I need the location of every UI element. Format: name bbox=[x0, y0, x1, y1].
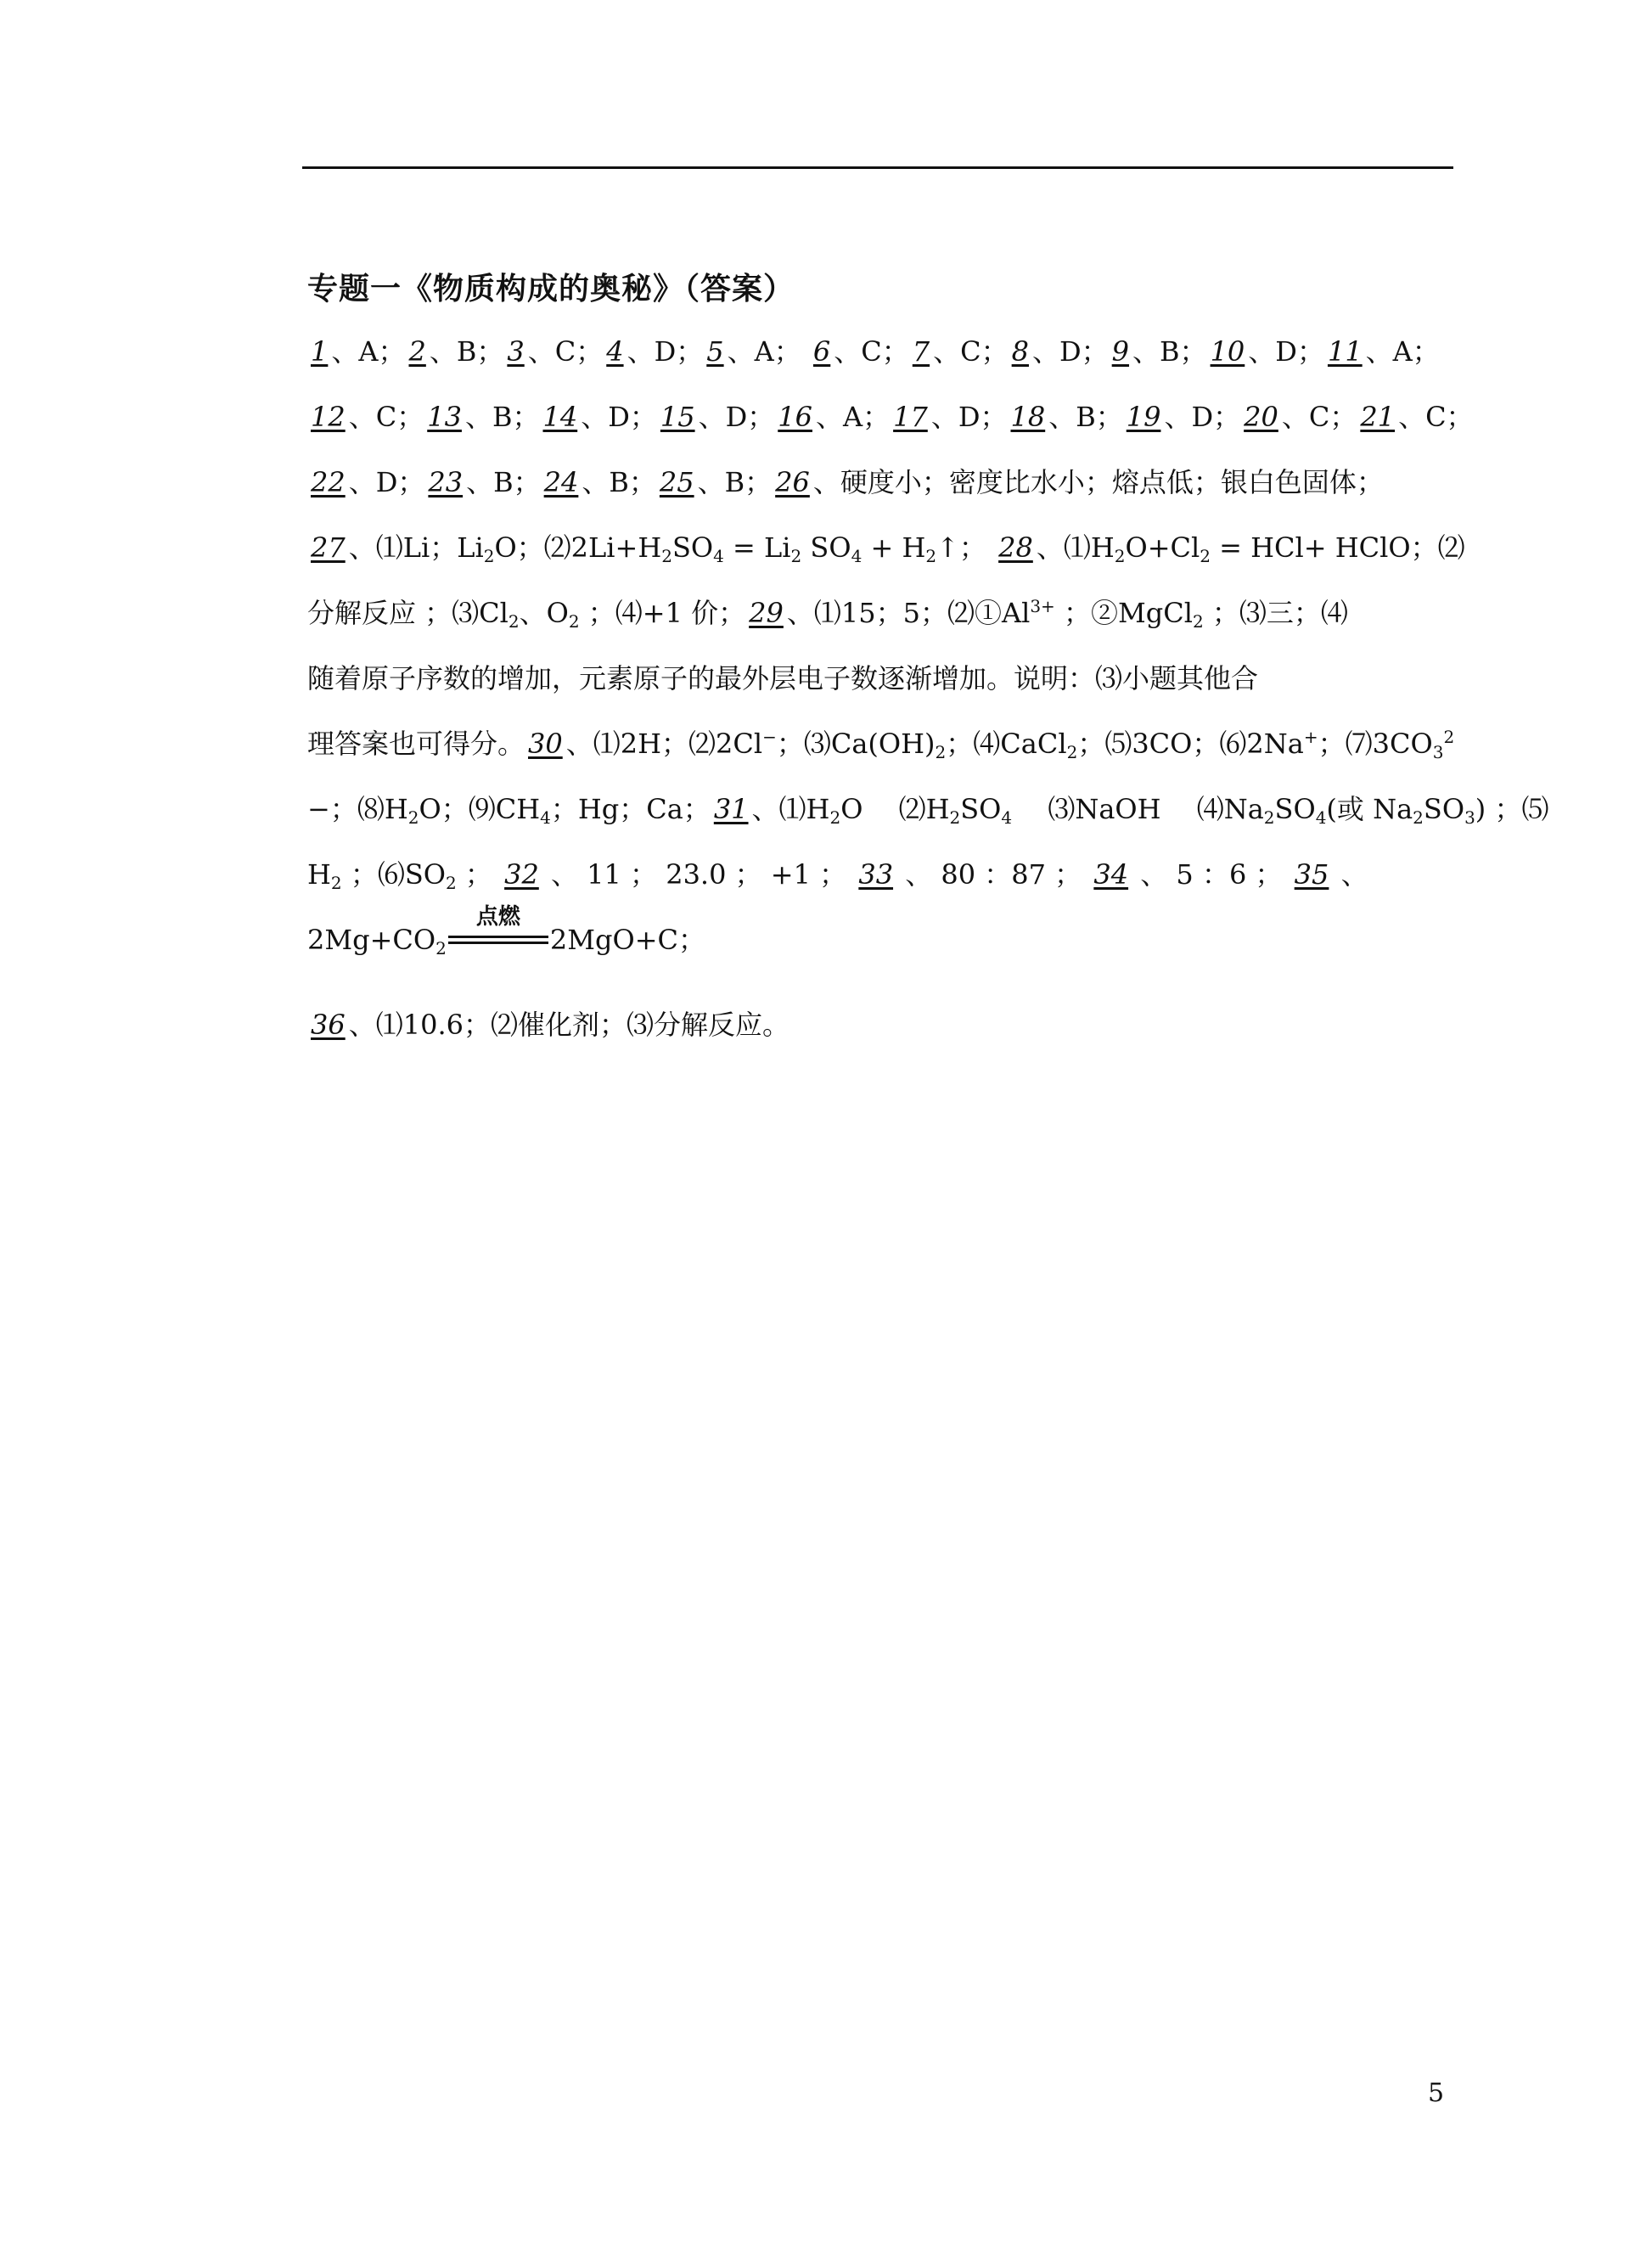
question-number: 35 bbox=[1294, 858, 1329, 891]
answer-text: ；⑸3CO；⑹2Na bbox=[1077, 728, 1304, 760]
question-number: 34 bbox=[1093, 858, 1129, 891]
question-number: 23 bbox=[428, 466, 464, 498]
answer-text: 、B； bbox=[1132, 335, 1207, 368]
answer-line-2 bbox=[307, 398, 1547, 464]
answer-text: 、C； bbox=[348, 401, 424, 433]
answer-line-4 bbox=[307, 529, 1547, 594]
answer-text: 、B； bbox=[466, 466, 541, 498]
subscript: 2 bbox=[829, 807, 841, 828]
answer-text: 、C； bbox=[834, 335, 909, 368]
answer-text: 、B； bbox=[582, 466, 656, 498]
answer-text: ；②MgCl bbox=[1054, 597, 1193, 629]
question-number: 7 bbox=[912, 335, 930, 368]
subscript: 2 bbox=[568, 611, 580, 632]
page-title: 专题一《物质构成的奥秘》（答案） bbox=[307, 271, 795, 306]
answer-text: 、硬度小；密度比水小；熔点低；银白色固体； bbox=[812, 466, 1384, 498]
question-number: 16 bbox=[778, 401, 812, 433]
subscript: 3 bbox=[1464, 807, 1475, 828]
answer-text: 、A； bbox=[331, 335, 406, 368]
answer-text: SO bbox=[960, 793, 1002, 825]
answer-text: 、 5 ：6 ； bbox=[1132, 858, 1291, 891]
subscript: 2 bbox=[925, 546, 937, 566]
question-number: 11 bbox=[1327, 335, 1363, 368]
answer-text: = Li bbox=[723, 531, 791, 564]
answer-text: 、A； bbox=[727, 335, 801, 368]
subscript: 4 bbox=[1315, 807, 1327, 828]
answer-line-1 bbox=[307, 333, 1547, 398]
answer-text: 理答案也可得分。 bbox=[307, 728, 525, 760]
answer-text: ↑； bbox=[936, 531, 986, 564]
answer-text: 、O bbox=[519, 597, 569, 629]
question-number: 6 bbox=[812, 335, 831, 368]
answer-text: (或 Na bbox=[1326, 793, 1413, 825]
subscript: 2 bbox=[1200, 546, 1211, 566]
subscript: 2 bbox=[407, 807, 419, 828]
superscript: 3+ bbox=[1030, 596, 1055, 616]
answer-text: 分解反应 ；⑶Cl bbox=[307, 597, 509, 629]
answer-text: O ⑵H bbox=[840, 793, 950, 825]
subscript: 2 bbox=[1066, 742, 1078, 762]
question-number: 32 bbox=[504, 858, 539, 891]
question-number: 30 bbox=[528, 728, 563, 760]
subscript: 2 bbox=[1192, 611, 1204, 632]
question-number: 28 bbox=[998, 531, 1033, 564]
answer-text: 、D； bbox=[1164, 401, 1241, 433]
answer-text: 、A； bbox=[1365, 335, 1440, 368]
answer-text: 、⑴Li；Li bbox=[348, 531, 484, 564]
superscript: 2 bbox=[1443, 727, 1455, 747]
subscript: 2 bbox=[483, 546, 495, 566]
question-number: 14 bbox=[542, 401, 578, 433]
answer-line-11 bbox=[307, 1006, 1547, 1071]
answer-text: 、 80 ：87 ； bbox=[896, 858, 1091, 891]
answer-text: −；⑻H bbox=[307, 793, 408, 825]
subscript: 2 bbox=[661, 546, 672, 566]
answer-line-7 bbox=[307, 725, 1547, 790]
subscript: 2 bbox=[1263, 807, 1275, 828]
answer-line-8 bbox=[307, 790, 1547, 856]
answer-text: 、C； bbox=[527, 335, 604, 368]
question-number: 21 bbox=[1360, 401, 1396, 433]
answer-text: = HCl+ HClO；⑵ bbox=[1210, 531, 1465, 564]
answer-line-5 bbox=[307, 594, 1547, 660]
answer-text: 、D； bbox=[627, 335, 704, 368]
answer-text: ；Hg；Ca； bbox=[550, 793, 711, 825]
question-number: 8 bbox=[1011, 335, 1029, 368]
answer-text: 、⑴15；5；⑵①Al bbox=[786, 597, 1031, 629]
answer-text: 、A； bbox=[815, 401, 891, 433]
answer-text: 、D； bbox=[1248, 335, 1324, 368]
answer-text: 、B； bbox=[697, 466, 773, 498]
answer-text: ；⑶Ca(OH) bbox=[776, 728, 936, 760]
answer-text: ；⑷CaCl bbox=[946, 728, 1067, 760]
answer-text: O；⑼CH bbox=[419, 793, 541, 825]
subscript: 2 bbox=[935, 742, 947, 762]
question-number: 2 bbox=[408, 335, 426, 368]
question-number: 36 bbox=[311, 1009, 346, 1041]
answer-text: ；⑶三；⑷ bbox=[1203, 597, 1348, 629]
answer-text: SO bbox=[801, 531, 851, 564]
question-number: 5 bbox=[706, 335, 724, 368]
answer-line-6 bbox=[307, 660, 1547, 725]
subscript: 4 bbox=[713, 546, 724, 566]
subscript: 2 bbox=[790, 546, 802, 566]
answer-text: 、D； bbox=[1032, 335, 1109, 368]
question-number: 27 bbox=[311, 531, 346, 564]
answer-text: 、B； bbox=[429, 335, 504, 368]
answer-text: 、D； bbox=[581, 401, 657, 433]
equation-line bbox=[307, 904, 1547, 1006]
equals-bar-top bbox=[448, 936, 548, 938]
question-number: 31 bbox=[713, 793, 749, 825]
answer-text: + H bbox=[862, 531, 926, 564]
question-number: 18 bbox=[1010, 401, 1046, 433]
equation-text: 2Mg+CO bbox=[307, 924, 436, 956]
answer-text: ；⑷+1 价； bbox=[579, 597, 746, 629]
equals-bar-bottom bbox=[448, 942, 548, 944]
answer-text: 、B； bbox=[464, 401, 540, 433]
subscript: 2 bbox=[1413, 807, 1424, 828]
answer-text: ；⑺3CO bbox=[1318, 728, 1433, 760]
question-number: 26 bbox=[775, 466, 810, 498]
subscript: 4 bbox=[540, 807, 551, 828]
answer-text: ) ；⑸ bbox=[1475, 793, 1549, 825]
question-number: 4 bbox=[606, 335, 624, 368]
question-number: 22 bbox=[311, 466, 346, 498]
answer-text: 、B； bbox=[1048, 401, 1123, 433]
header-rule bbox=[302, 166, 1453, 169]
subscript: 2 bbox=[435, 938, 447, 959]
answer-text: SO bbox=[1423, 793, 1465, 825]
subscript: 2 bbox=[330, 873, 342, 893]
answer-text: SO bbox=[671, 531, 714, 564]
subscript: 2 bbox=[508, 611, 520, 632]
answer-text: 随着原子序数的增加，元素原子的最外层电子数逐渐增加。说明：⑶小题其他合 bbox=[307, 662, 1259, 694]
answer-text: H bbox=[307, 858, 331, 891]
question-number: 24 bbox=[543, 466, 579, 498]
answer-text: 、C； bbox=[933, 335, 1009, 368]
reaction-condition-arrow bbox=[448, 904, 548, 951]
question-number: 9 bbox=[1111, 335, 1130, 368]
question-number: 1 bbox=[311, 335, 329, 368]
question-number: 3 bbox=[507, 335, 525, 368]
subscript: 2 bbox=[445, 873, 457, 893]
answer-text: 、D； bbox=[348, 466, 425, 498]
answer-text: 、D； bbox=[698, 401, 775, 433]
answer-text: O；⑵2Li+H bbox=[494, 531, 662, 564]
page-number: 5 bbox=[1428, 2078, 1445, 2108]
superscript: − bbox=[762, 727, 777, 747]
answer-text: 、C； bbox=[1281, 401, 1357, 433]
question-number: 10 bbox=[1210, 335, 1245, 368]
answer-section bbox=[307, 270, 1547, 1071]
question-number: 33 bbox=[858, 858, 894, 891]
question-number: 20 bbox=[1244, 401, 1278, 433]
question-number: 25 bbox=[659, 466, 694, 498]
question-number: 13 bbox=[427, 401, 462, 433]
answer-text: O+Cl bbox=[1125, 531, 1200, 564]
answer-text: 、⑴H bbox=[751, 793, 830, 825]
question-number: 17 bbox=[893, 401, 928, 433]
subscript: 3 bbox=[1432, 742, 1444, 762]
answer-text: ； bbox=[456, 858, 502, 891]
answer-text: 、 bbox=[1332, 858, 1368, 891]
answer-text: 、 11 ； 23.0 ； +1 ； bbox=[542, 858, 856, 891]
superscript: + bbox=[1303, 727, 1318, 747]
question-number: 29 bbox=[749, 597, 784, 629]
answer-text: 、C； bbox=[1398, 401, 1474, 433]
question-number: 12 bbox=[311, 401, 346, 433]
answer-text: 、⑴10.6；⑵催化剂；⑶分解反应。 bbox=[348, 1009, 789, 1041]
subscript: 2 bbox=[1114, 546, 1126, 566]
answer-text: ；⑹SO bbox=[341, 858, 446, 891]
answer-line-3 bbox=[307, 464, 1547, 529]
answer-text: 、D； bbox=[930, 401, 1008, 433]
question-number: 19 bbox=[1126, 401, 1161, 433]
subscript: 4 bbox=[1001, 807, 1013, 828]
subscript: 2 bbox=[949, 807, 961, 828]
answer-text: ⑶NaOH ⑷Na bbox=[1012, 793, 1264, 825]
equation-text: 2MgO+C； bbox=[549, 924, 706, 956]
answer-text: 、⑴2H；⑵2Cl bbox=[565, 728, 763, 760]
answer-text: 、⑴H bbox=[1036, 531, 1115, 564]
subscript: 4 bbox=[851, 546, 863, 566]
question-number: 15 bbox=[660, 401, 695, 433]
answer-text: SO bbox=[1274, 793, 1316, 825]
reaction-condition-label: 点燃 bbox=[475, 904, 520, 930]
